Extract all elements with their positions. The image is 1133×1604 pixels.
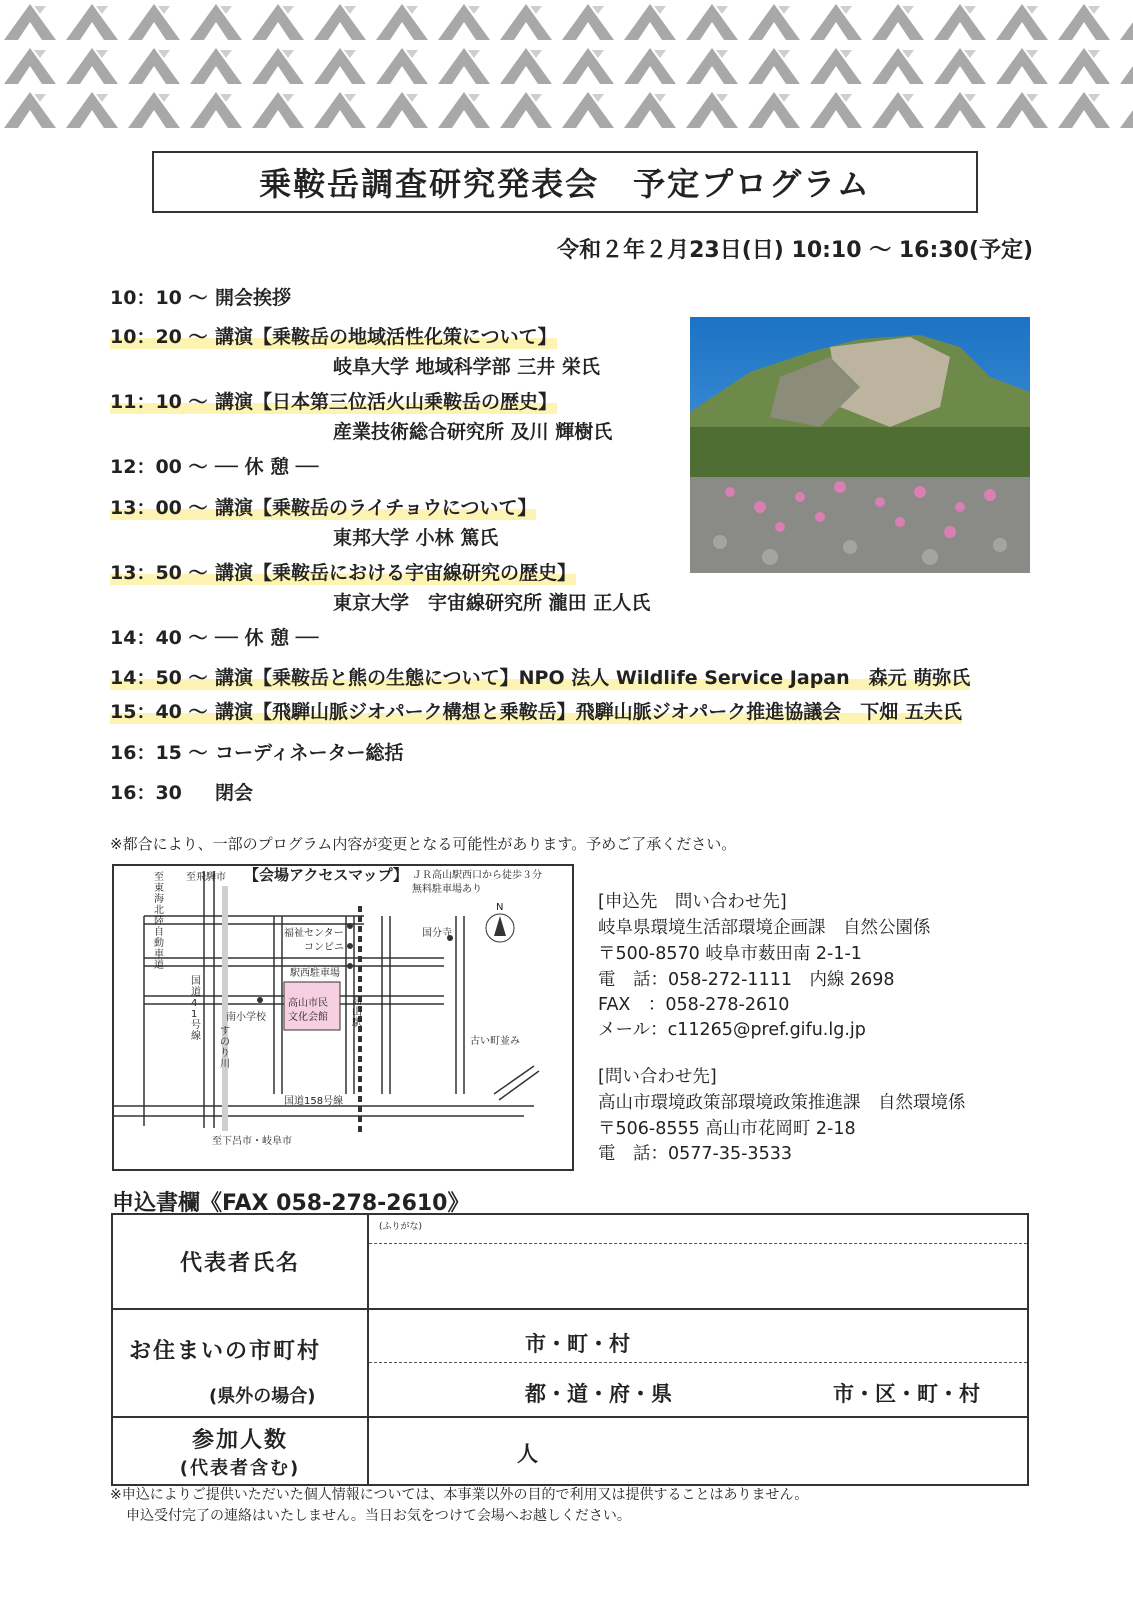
contact-tel: 電 話：058-272-1111 内線 2698 (598, 970, 895, 990)
speaker: 岐阜大学 地域科学部 三井 栄氏 (333, 356, 600, 378)
map-title: 【会場アクセスマップ】 (244, 866, 408, 884)
count-sub-label: (代表者含む) (179, 1457, 301, 1479)
venue-label: 文化会館 (288, 1012, 328, 1023)
mountain-photo (690, 317, 1030, 573)
program-item: 13：00 ～ 講演【乗鞍岳のライチョウについて】 (110, 493, 536, 520)
privacy-note: ※申込によりご提供いただいた個人情報については、本事業以外の目的で利用又は提供することはありません。 (110, 1487, 809, 1503)
map-label: 古い町並み (470, 1036, 520, 1047)
program-item: 16：30 閉会 (110, 782, 254, 804)
map-label: 至東海北陸自動車道 (154, 872, 164, 971)
prefecture-option: 都・道・府・県 (525, 1382, 672, 1406)
form-title: 申込書欄《FAX 058-278-2610》 (112, 1191, 470, 1216)
program-item: 13：50 ～ 講演【乗鞍岳における宇宙線研究の歴史】 (110, 558, 576, 585)
name-field[interactable] (368, 1214, 1028, 1309)
application-form (111, 1213, 1029, 1486)
program-item: 12：00 ～ ── 休 憩 ── (110, 456, 319, 478)
city-divider (369, 1362, 1027, 1363)
program-item: 15：40 ～ 講演【飛騨山脈ジオパーク構想と乗鞍岳】飛騨山脈ジオパーク推進協議会 下畑 五夫氏 (110, 697, 962, 724)
page-title: 乗鞍岳調査研究発表会 予定プログラム (152, 151, 978, 213)
map-parking-note: 無料駐車場あり (412, 884, 482, 895)
program-item: 14：50 ～ 講演【乗鞍岳と熊の生態について】NPO 法人 Wildlife Service Japan 森元 萌弥氏 (110, 663, 970, 690)
map-label: 国道41号線 (191, 976, 201, 1042)
city-field[interactable] (368, 1309, 1028, 1417)
city-label-cell (112, 1309, 368, 1417)
map-access: ＪＲ高山駅西口から徒歩３分 (412, 870, 542, 881)
contact-email[interactable]: メール：c11265@pref.gifu.lg.jp (598, 1020, 866, 1040)
venue-label: 高山市民 (288, 998, 328, 1009)
furigana-divider (369, 1243, 1027, 1244)
count-field[interactable] (368, 1417, 1028, 1485)
program-item: 10：20 ～ 講演【乗鞍岳の地域活性化策について】 (110, 322, 557, 349)
map-label: 至下呂市・岐阜市 (212, 1136, 292, 1147)
contact-tel: 電 話：0577-35-3533 (598, 1144, 792, 1164)
map-label: 南小学校 (226, 1012, 266, 1023)
speaker: 東邦大学 小林 篤氏 (333, 527, 499, 549)
map-label: すのり川 (220, 1026, 230, 1070)
north-icon: N (496, 902, 504, 913)
program-item: 16：15 ～ コーディネーター総括 (110, 742, 404, 764)
contact-address: 〒500-8570 岐阜市薮田南 2-1-1 (598, 944, 862, 964)
program-item: 14：40 ～ ── 休 憩 ── (110, 627, 319, 649)
city-option: 市・町・村 (525, 1332, 630, 1356)
contact-heading: [問い合わせ先] (598, 1067, 717, 1087)
confirmation-note: 申込受付完了の連絡はいたしません。当日お気をつけて会場へお越しください。 (126, 1508, 631, 1524)
speaker: 産業技術総合研究所 及川 輝樹氏 (333, 421, 613, 443)
contact-heading: [申込先 問い合わせ先] (598, 892, 787, 912)
count-unit: 人 (517, 1442, 538, 1466)
map-label: 駅西駐車場 (290, 968, 340, 979)
contact-fax: FAX ：058-278-2610 (598, 995, 790, 1015)
contact-org: 岐阜県環境生活部環境企画課 自然公園係 (598, 918, 931, 938)
map-label: コンビニ (304, 942, 344, 953)
header-pattern (0, 0, 1133, 133)
map-label: 高山駅 (352, 996, 362, 1029)
event-date: 令和２年２月23日(日) 10:10 ～ 16:30(予定) (557, 238, 1033, 263)
contact-address: 〒506-8555 高山市花岡町 2-18 (598, 1119, 856, 1139)
count-label: 参加人数 (191, 1427, 288, 1453)
city-sub-label: (県外の場合) (209, 1386, 316, 1407)
program-note: ※都合により、一部のプログラム内容が変更となる可能性があります。予めご了承ください。 (110, 835, 737, 853)
city-label: お住まいの市町村 (129, 1339, 322, 1364)
municipality-option: 市・区・町・村 (833, 1382, 980, 1406)
access-map (112, 864, 574, 1171)
map-label: 国分寺 (422, 928, 452, 939)
map-label: 国道158号線 (284, 1096, 344, 1107)
name-label: 代表者氏名 (112, 1214, 368, 1309)
speaker: 東京大学 宇宙線研究所 瀧田 正人氏 (333, 592, 651, 614)
map-label: 福祉センター (284, 928, 344, 939)
program-item: 11：10 ～ 講演【日本第三位活火山乗鞍岳の歴史】 (110, 387, 557, 414)
program-item: 10：10 ～ 開会挨拶 (110, 287, 292, 309)
map-label: 至飛騨市 (186, 872, 226, 883)
furigana-label: (ふりがな) (379, 1222, 423, 1232)
contact-org: 高山市環境政策部環境政策推進課 自然環境係 (598, 1093, 966, 1113)
count-label-cell (112, 1417, 368, 1485)
